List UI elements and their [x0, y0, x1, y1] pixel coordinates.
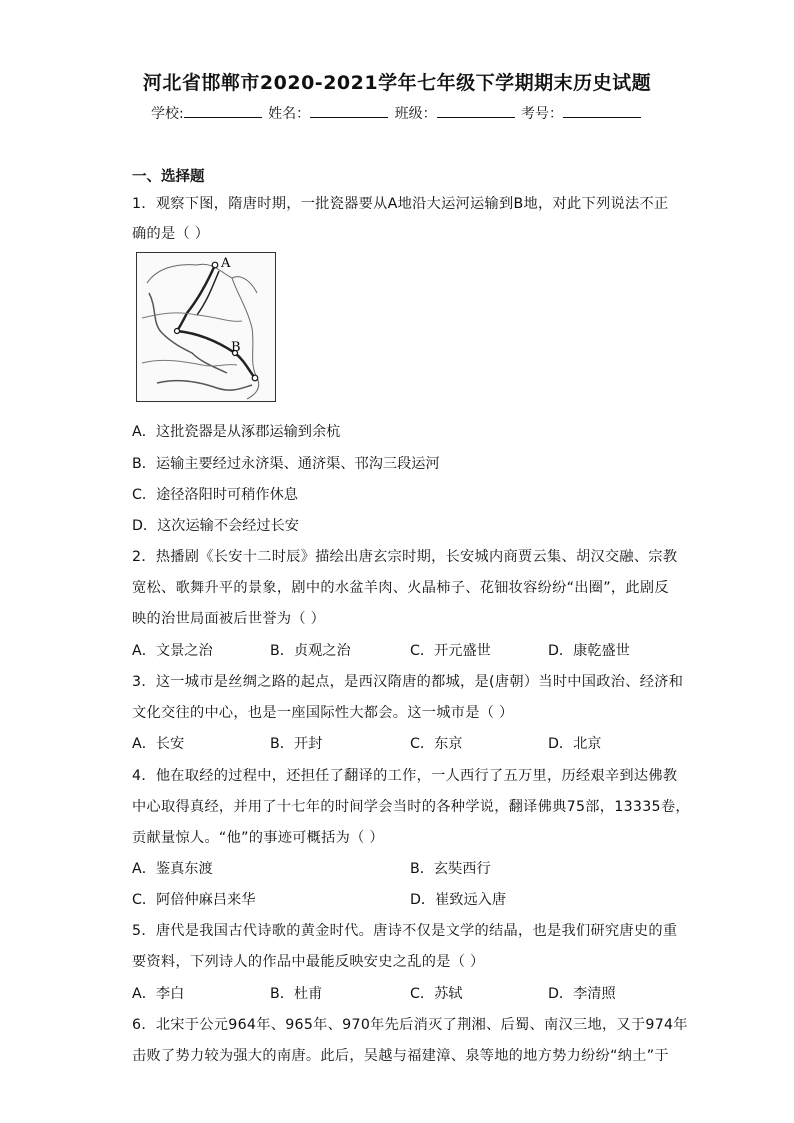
q2-stem-line2: 宽松、歌舞升平的景象，剧中的水盆羊肉、火晶柿子、花钿妆容纷纷“出圈”，此剧反 — [132, 580, 669, 596]
q3-option-c[interactable]: C．东京 — [410, 736, 463, 752]
q1-stem-line2: 确的是（ ） — [132, 226, 210, 242]
q2-option-d[interactable]: D．康乾盛世 — [548, 643, 630, 659]
q1-option-c[interactable]: C．途径洛阳时可稍作休息 — [132, 487, 298, 503]
q5-option-b[interactable]: B．杜甫 — [270, 986, 323, 1002]
q1-option-b[interactable]: B．运输主要经过永济渠、通济渠、邗沟三段运河 — [132, 456, 440, 472]
q1-option-d[interactable]: D．这次运输不会经过长安 — [132, 518, 299, 534]
q4-stem-line1: 4．他在取经的过程中，还担任了翻译的工作，一人西行了五万里，历经艰辛到达佛教 — [132, 768, 678, 784]
q3-option-b[interactable]: B．开封 — [270, 736, 323, 752]
q2-stem-line3: 映的治世局面被后世誉为（ ） — [132, 611, 326, 627]
q3-stem-line2: 文化交往的中心，也是一座国际性大都会。这一城市是（ ） — [132, 705, 514, 721]
page-title: 河北省邯郸市2020-2021学年七年级下学期期末历史试题 — [142, 72, 652, 94]
q2-option-b[interactable]: B．贞观之治 — [270, 643, 351, 659]
q4-stem-line2: 中心取得真经，并用了十七年的时间学会当时的各种学说，翻译佛典75部，13335卷， — [132, 799, 690, 815]
canal-map-image — [136, 252, 276, 402]
canal-map-drawing — [137, 253, 274, 400]
map-label-a: A — [221, 256, 231, 271]
school-blank[interactable] — [184, 105, 262, 118]
q4-option-b[interactable]: B．玄奘西行 — [410, 861, 491, 877]
number-blank[interactable] — [563, 105, 641, 118]
name-label: 姓名： — [268, 106, 311, 122]
class-blank[interactable] — [437, 105, 515, 118]
q4-stem-line3: 贡献量惊人。“他”的事迹可概括为（ ） — [132, 830, 384, 846]
q5-stem-line2: 要资料，下列诗人的作品中最能反映安史之乱的是（ ） — [132, 954, 485, 970]
q4-option-a[interactable]: A．鉴真东渡 — [132, 861, 213, 877]
q3-option-d[interactable]: D．北京 — [548, 736, 602, 752]
name-blank[interactable] — [310, 105, 388, 118]
q3-option-a[interactable]: A．长安 — [132, 736, 185, 752]
q6-stem-line1: 6．北宋于公元964年、965年、970年先后消灭了荆湘、后蜀、南汉三地，又于974年 — [132, 1017, 688, 1033]
section-title: 一、选择题 — [132, 169, 205, 185]
q2-option-c[interactable]: C．开元盛世 — [410, 643, 491, 659]
q5-option-a[interactable]: A．李白 — [132, 986, 185, 1002]
q2-option-a[interactable]: A．文景之治 — [132, 643, 213, 659]
q4-option-d[interactable]: D．崔致远入唐 — [410, 892, 507, 908]
q5-option-c[interactable]: C．苏轼 — [410, 986, 463, 1002]
q3-stem-line1: 3．这一城市是丝绸之路的起点，是西汉隋唐的都城，是(唐朝）当时中国政治、经济和 — [132, 674, 684, 690]
q6-stem-line2: 击败了势力较为强大的南唐。此后，吴越与福建漳、泉等地的地方势力纷纷“纳土”于 — [132, 1048, 669, 1064]
class-label: 班级： — [394, 106, 437, 122]
q5-stem-line1: 5．唐代是我国古代诗歌的黄金时代。唐诗不仅是文学的结晶，也是我们研究唐史的重 — [132, 923, 678, 939]
student-info-line — [0, 103, 794, 123]
map-label-b: B — [231, 340, 241, 355]
q1-option-a[interactable]: A．这批瓷器是从涿郡运输到余杭 — [132, 424, 341, 440]
school-label: 学校: — [150, 106, 184, 122]
q5-option-d[interactable]: D．李清照 — [548, 986, 616, 1002]
number-label: 考号： — [521, 106, 564, 122]
q2-stem-line1: 2．热播剧《长安十二时辰》描绘出唐玄宗时期，长安城内商贾云集、胡汉交融、宗教 — [132, 549, 678, 565]
q1-stem-line1: 1．观察下图，隋唐时期，一批瓷器要从A地沿大运河运输到B地，对此下列说法不正 — [132, 196, 669, 212]
q4-option-c[interactable]: C．阿倍仲麻吕来华 — [132, 892, 256, 908]
